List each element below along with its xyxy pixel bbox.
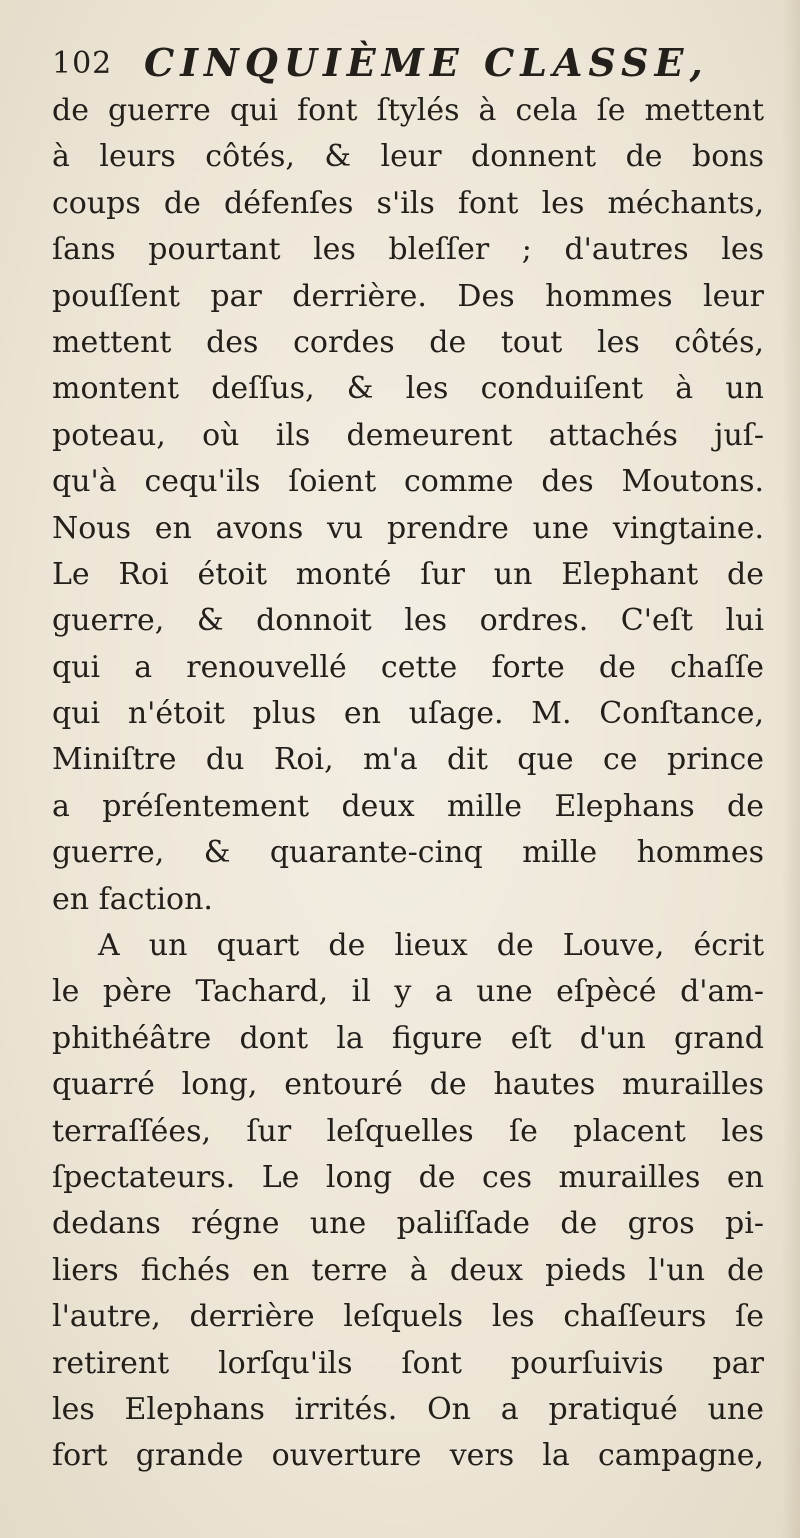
text-line: guerre, & quarante-cinq mille hommes [52, 835, 764, 871]
text-line: liers fichés en terre à deux pieds l'un de [52, 1252, 764, 1288]
text-line: l'autre, derrière leſquels les chaſſeurs ſe [52, 1299, 764, 1335]
text-line: poteau, où ils demeurent attachés juſ- [52, 417, 764, 453]
text-line: qu'à cequ'ils ſoient comme des Moutons. [52, 464, 764, 500]
text-line: montent deſſus, & les conduiſent à un [52, 371, 764, 407]
text-line: le père Tachard, il y a une eſpècé d'am- [52, 974, 764, 1010]
text-line: mettent des cordes de tout les côtés, [52, 324, 764, 360]
text-line: de guerre qui font ſtylés à cela ſe mettent [52, 93, 764, 128]
text-line: guerre, & donnoit les ordres. C'eſt lui [52, 603, 764, 639]
text-line: pouſſent par derrière. Des hommes leur [52, 278, 764, 314]
text-line: coups de défenſes s'ils font les méchants, [52, 185, 764, 221]
text-line: retirent lorſqu'ils ſont pourſuivis par [52, 1345, 764, 1381]
text-line: les Elephans irrités. On a pratiqué une [52, 1391, 764, 1427]
text-line: à leurs côtés, & leur donnent de bons [52, 139, 764, 175]
body-text [52, 88, 764, 1480]
page-edge-shadow [782, 0, 800, 1538]
text-line: dedans régne une paliſſade de gros pi- [52, 1206, 764, 1242]
text-line: a préſentement deux mille Elephans de [52, 788, 764, 824]
text-line: ſpectateurs. Le long de ces murailles en [52, 1159, 764, 1195]
paragraph-end-line: en faction. [52, 881, 213, 917]
text-line: quarré long, entouré de hautes murailles [52, 1067, 764, 1103]
running-head: CINQUIÈME CLASSE, [144, 40, 709, 85]
text-line: Le Roi étoit monté ſur un Elephant de [52, 556, 764, 592]
page-number: 102 [52, 46, 113, 81]
text-line: Nous en avons vu prendre une vingtaine. [52, 510, 764, 546]
text-line: qui n'étoit plus en uſage. M. Conſtance, [52, 696, 764, 732]
paragraph-start-line: A un quart de lieux de Louve, écrit [98, 928, 764, 964]
text-line: phithéâtre dont la figure eſt d'un grand [52, 1020, 764, 1056]
text-line: ſans pourtant les bleſſer ; d'autres les [52, 232, 764, 268]
text-line: Miniſtre du Roi, m'a dit que ce prince [52, 742, 764, 778]
text-line: fort grande ouverture vers la campagne, [52, 1438, 764, 1474]
text-line: terraſſées, ſur leſquelles ſe placent les [52, 1113, 764, 1149]
text-line: qui a renouvellé cette forte de chaſſe [52, 649, 764, 685]
